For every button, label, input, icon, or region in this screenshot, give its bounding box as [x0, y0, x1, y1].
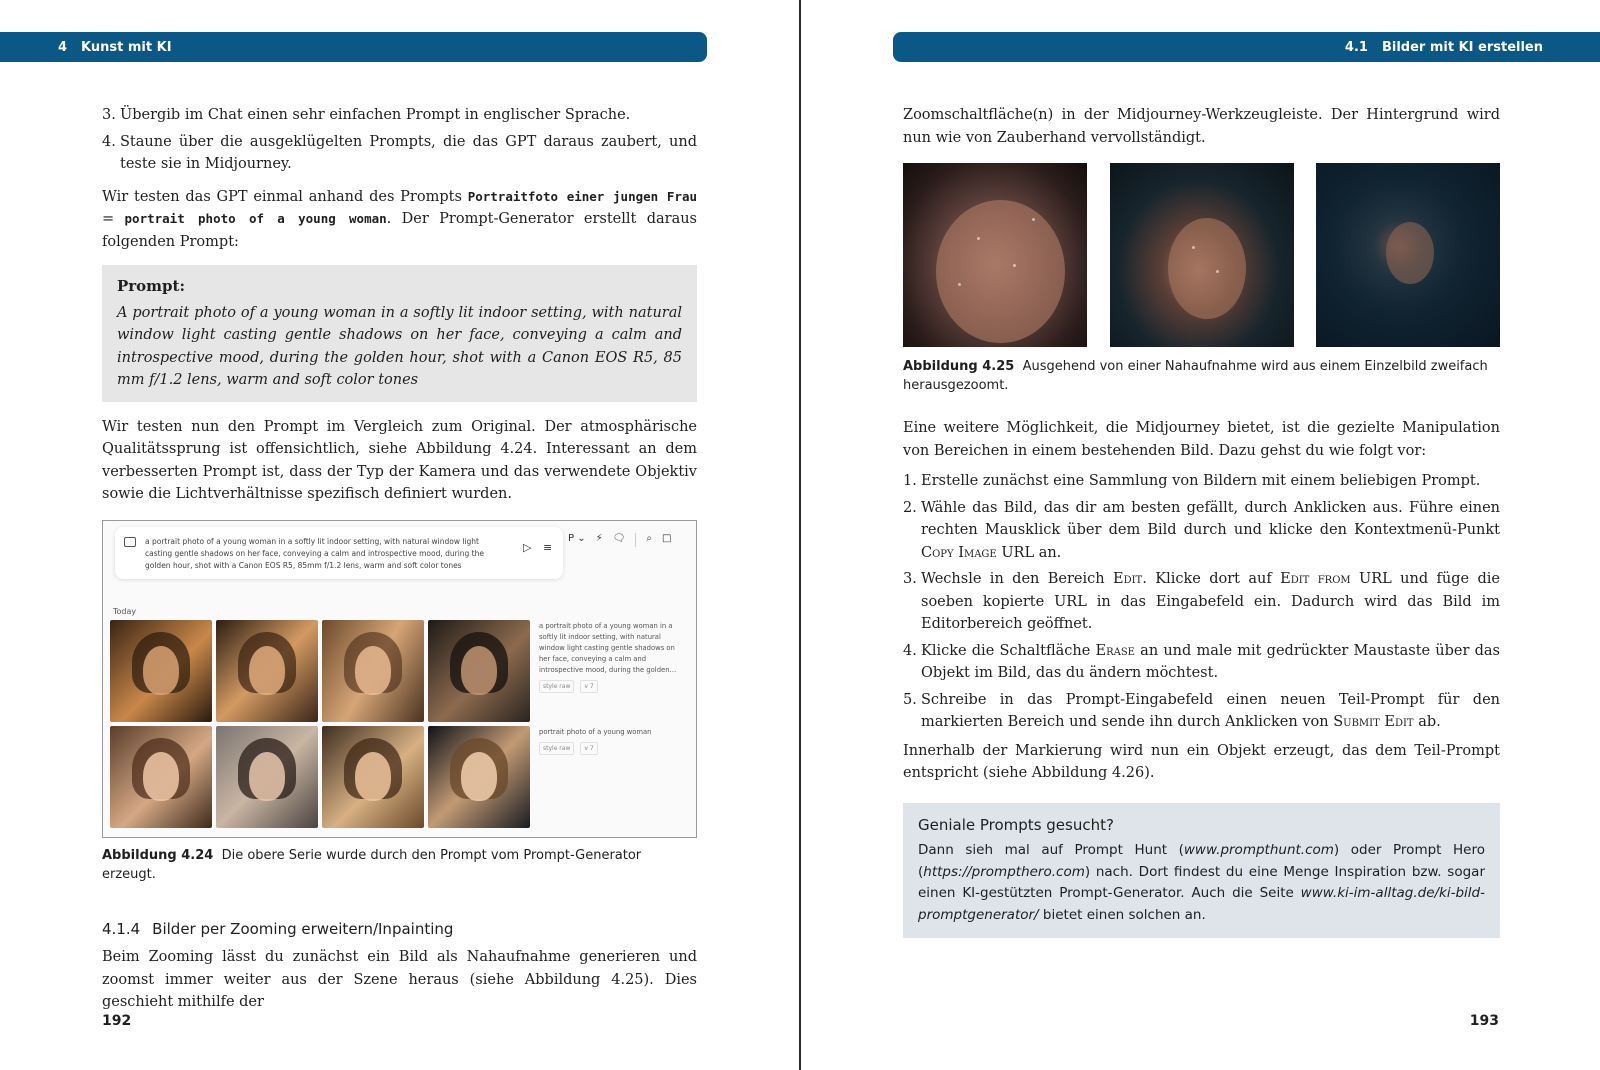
right-page: [801, 0, 1600, 1070]
prompt-heading: Prompt:: [117, 277, 186, 295]
job-prompt-text: portrait photo of a young woman: [539, 727, 652, 736]
chat-icon: 🗨: [612, 533, 626, 545]
tag-style: style raw: [539, 680, 574, 693]
paragraph-manipulation: Eine weitere Möglichkeit, die Midjourney bietet, ist die gezielte Manipulation von Bereichen in einem bestehenden Bild. Dazu gehst du wie folgt vor:: [903, 420, 1500, 459]
chapter-title: Kunst mit KI: [81, 39, 172, 55]
paragraph-result: Innerhalb der Markierung wird nun ein Objekt erzeugt, das dem Teil-Prompt entspricht (siehe Abbildung 4.26).: [903, 742, 1500, 781]
job-meta-original: [539, 727, 681, 755]
list-item: 3. Übergib im Chat einen sehr einfachen Prompt in englischer Sprache.: [102, 107, 631, 123]
job-meta-enhanced: [539, 621, 681, 693]
zoom-photo-wide: [1316, 163, 1500, 347]
generated-image: [322, 620, 424, 722]
list-item: 2. Wähle das Bild, das dir am besten gefällt, durch Anklicken aus. Führe einen rechten Mausklick über dem Bild durch und klicke den Kontextmenü-Punkt Copy Image URL an.: [903, 499, 1500, 561]
generated-image: [216, 726, 318, 828]
job-prompt-text: a portrait photo of a young woman in a softly lit indoor setting, with natural window light casting gentle shadows on her face, conveying a calm and introspective mood, during the golden…: [539, 621, 677, 674]
generated-image: [428, 620, 530, 722]
code-german-prompt: Portraitfoto einer jungen Frau: [467, 188, 697, 204]
section-heading: 4.1.4 Bilder per Zooming erweitern/Inpainting: [102, 919, 454, 938]
code-english-prompt: portrait photo of a young woman: [124, 211, 387, 226]
generated-image: [322, 726, 424, 828]
prompt-input-box: [115, 527, 563, 579]
steps-list-left: [102, 104, 697, 176]
generated-image: [428, 726, 530, 828]
toolbar: [568, 527, 671, 553]
list-item: 3. Wechsle in den Bereich Edit. Klicke dort auf Edit from URL und füge die soeben kopierte URL in das Eingabefeld ein. Dadurch wird das Bild im Editorbereich geöffnet.: [903, 571, 1500, 632]
tip-heading: Geniale Prompts gesucht?: [918, 815, 1114, 834]
today-label: Today: [113, 606, 137, 616]
prompt-text: A portrait photo of a young woman in a softly lit indoor setting, with natural window light casting gentle shadows on her face, conveying a calm and introspective mood, during the golden hour, shot with a Canon EOS R5, 85 mm f/1.2 lens, warm and soft color tones: [117, 304, 682, 388]
paragraph-test-prompt: Wir testen das GPT einmal anhand des Prompts Portraitfoto einer jungen Frau = portrait photo of a young woman. Der Prompt-Generator erstellt daraus folgenden Prompt:: [102, 188, 697, 250]
magic-icon: ⚡: [595, 533, 603, 545]
page-number: 192: [102, 1013, 132, 1029]
list-item: 1. Erstelle zunächst eine Sammlung von Bildern mit einem beliebigen Prompt.: [903, 473, 1481, 489]
chapter-number: 4: [58, 39, 68, 55]
paragraph-zooming: Beim Zooming lässt du zunächst ein Bild als Nahaufnahme generieren und zoomst immer weiter aus der Szene heraus (siehe Abbildung 4.25). Dies geschieht mithilfe der: [102, 949, 697, 1010]
tag-version: v 7: [580, 680, 597, 693]
section-title: Bilder mit KI erstellen: [1381, 39, 1543, 55]
tag-version: v 7: [580, 742, 597, 755]
send-icon: ▷: [523, 540, 532, 554]
zoom-photo-medium: [1110, 163, 1294, 347]
figure-caption-4-25: Abbildung 4.25 Ausgehend von einer Nahaufnahme wird aus einem Einzelbild zweifach herausgezoomt.: [903, 359, 1488, 393]
generated-image: [216, 620, 318, 722]
image-grid: [110, 620, 530, 828]
steps-list-right: [903, 470, 1500, 734]
tip-box: [903, 803, 1500, 939]
running-header-left: [0, 32, 707, 62]
generated-image: [110, 726, 212, 828]
paragraph-zoom-buttons: Zoomschaltfläche(n) in der Midjourney-Werkzeugleiste. Der Hintergrund wird nun wie von Zauberhand vervollständigt.: [903, 107, 1500, 146]
midjourney-screenshot: [102, 520, 697, 838]
zoom-photo-row: [903, 163, 1500, 347]
zoom-photo-closeup: [903, 163, 1087, 347]
page-number: 193: [1469, 1013, 1499, 1029]
list-item: 4. Staune über die ausgeklügelten Prompts, die das GPT daraus zaubert, und teste sie in Midjourney.: [102, 133, 697, 172]
link-prompthunt[interactable]: www.prompthunt.com: [1183, 842, 1334, 858]
folder-icon: □: [661, 533, 672, 545]
prompt-input-text: a portrait photo of a young woman in a softly lit indoor setting, with natural window light casting gentle shadows on her face, conveying a calm and introspective mood, during the golden hour, shot with a Canon EOS R5, 85mm f/1.2 lens, warm and soft color tones: [145, 536, 484, 570]
list-item: 5. Schreibe in das Prompt-Eingabefeld einen neuen Teil-Prompt für den markierten Bereich und sende ihn durch Anklicken von Submit Edit ab.: [903, 691, 1500, 730]
settings-sliders-icon: ≡: [543, 540, 553, 554]
list-item: 4. Klicke die Schaltfläche Erase an und male mit gedrückter Maustaste über das Objekt im Bild, das du ändern möchtest.: [903, 642, 1500, 681]
search-icon: ⌕: [646, 533, 652, 545]
tag-style: style raw: [539, 742, 574, 755]
generated-image: [110, 620, 212, 722]
paragraph-comparison: Wir testen nun den Prompt im Vergleich zum Original. Der atmosphärische Qualitätssprung ist offensichtlich, siehe Abbildung 4.24. Interessant an dem verbesserten Prompt ist, dass der Typ der Kamera und das verwendete Objektiv sowie die Lichtverhältnisse spezifisch definiert wurden.: [102, 418, 697, 502]
figure-caption-4-24: Abbildung 4.24 Die obere Serie wurde durch den Prompt vom Prompt-Generator erzeugt.: [102, 847, 642, 882]
image-upload-icon: [124, 537, 136, 547]
personalize-icon: P ⌄: [568, 533, 586, 545]
left-content: [102, 104, 697, 1014]
right-content: [903, 104, 1500, 938]
tip-text: Dann sieh mal auf Prompt Hunt (www.prompthunt.com) oder Prompt Hero (https://prompthero.com) nach. Dort findest du eine Menge Inspiration bzw. sogar einen KI-gestützten Prompt-Generator. Auch die Seite www.ki-im-alltag.de/ki-bild-promptgenerator/ bietet einen solchen an.: [918, 842, 1485, 923]
link-prompthero[interactable]: https://prompthero.com: [923, 863, 1085, 880]
running-header-right: [893, 32, 1600, 62]
link-ki-im-alltag[interactable]: www.ki-im-alltag.de/ki-bild-promptgenerator/: [918, 885, 1485, 923]
prompt-box: [102, 265, 697, 402]
section-number: 4.1: [1344, 39, 1368, 55]
